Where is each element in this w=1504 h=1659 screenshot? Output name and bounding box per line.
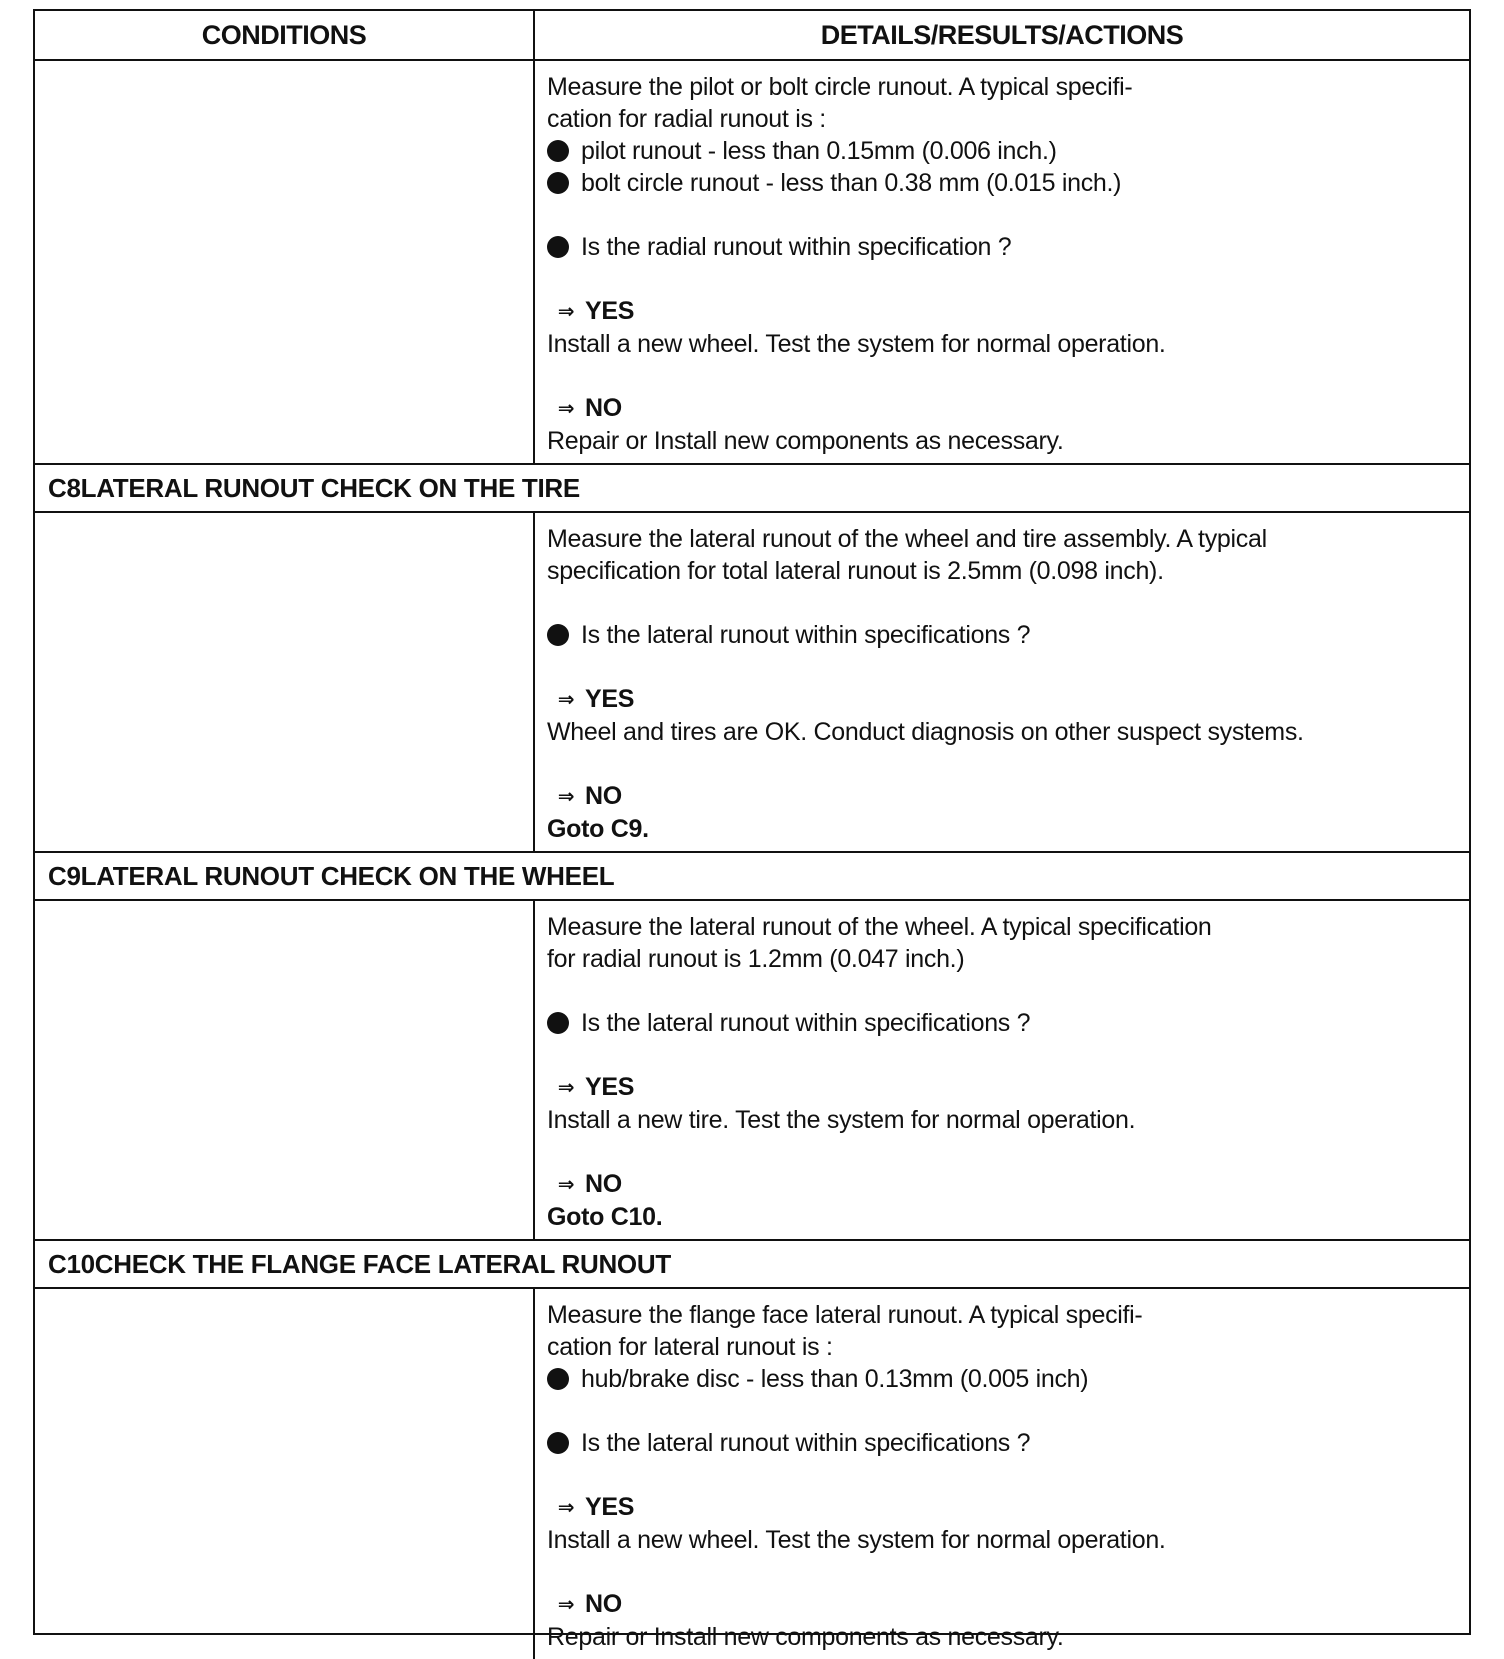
conditions-cell: [35, 901, 535, 1239]
no-answer: ⇒ NO: [547, 1168, 1457, 1201]
no-answer: ⇒ NO: [547, 392, 1457, 425]
intro-line: for radial runout is 1.2mm (0.047 inch.): [547, 945, 965, 973]
double-arrow-icon: ⇒: [557, 689, 575, 711]
question-line: Is the lateral runout within specifications ?: [547, 1427, 1457, 1459]
details-header: DETAILS/RESULTS/ACTIONS: [820, 19, 1184, 50]
spec-bullet: hub/brake disc - less than 0.13mm (0.005 inch): [547, 1363, 1457, 1395]
bullet-icon: [547, 624, 569, 646]
bullet-icon: [547, 1368, 569, 1390]
intro-line: specification for total lateral runout is 2.5mm (0.098 inch).: [547, 557, 1164, 585]
yes-action: Install a new wheel. Test the system for normal operation.: [547, 1526, 1166, 1554]
question-line: Is the radial runout within specification ?: [547, 231, 1457, 263]
conditions-header: CONDITIONS: [35, 11, 535, 59]
double-arrow-icon: ⇒: [557, 398, 575, 420]
table-row-c9: [35, 901, 1469, 1241]
details-cell: [535, 513, 1469, 851]
double-arrow-icon: ⇒: [557, 301, 575, 323]
yes-answer: ⇒ YES: [547, 295, 1457, 328]
section-title-c8: C8LATERAL RUNOUT CHECK ON THE TIRE: [35, 465, 1469, 513]
double-arrow-icon: ⇒: [557, 1174, 575, 1196]
double-arrow-icon: ⇒: [557, 786, 575, 808]
bullet-icon: [547, 140, 569, 162]
details-cell: [535, 901, 1469, 1239]
intro-line: Measure the flange face lateral runout. A typical specifi-: [547, 1301, 1143, 1329]
bullet-icon: [547, 1012, 569, 1034]
question-line: Is the lateral runout within specifications ?: [547, 1007, 1457, 1039]
yes-action: Install a new wheel. Test the system for normal operation.: [547, 330, 1166, 358]
table-header-row: [35, 11, 1469, 61]
intro-line: Measure the pilot or bolt circle runout. A typical specifi-: [547, 73, 1133, 101]
details-cell: [535, 1289, 1469, 1659]
yes-action: Install a new tire. Test the system for normal operation.: [547, 1106, 1136, 1134]
details-cell: [535, 61, 1469, 463]
table-row-c10: [35, 1289, 1469, 1659]
double-arrow-icon: ⇒: [557, 1594, 575, 1616]
yes-action: Wheel and tires are OK. Conduct diagnosis on other suspect systems.: [547, 718, 1304, 746]
yes-answer: ⇒ YES: [547, 683, 1457, 716]
diagnostic-table: [33, 9, 1471, 1651]
section-title-c9: C9LATERAL RUNOUT CHECK ON THE WHEEL: [35, 853, 1469, 901]
no-answer: ⇒ NO: [547, 780, 1457, 813]
conditions-cell: [35, 1289, 535, 1659]
intro-line: Measure the lateral runout of the wheel. A typical specification: [547, 913, 1212, 941]
bullet-icon: [547, 1432, 569, 1454]
question-line: Is the lateral runout within specifications ?: [547, 619, 1457, 651]
intro-line: cation for radial runout is :: [547, 105, 826, 133]
spec-bullet: pilot runout - less than 0.15mm (0.006 inch.): [547, 135, 1457, 167]
bullet-icon: [547, 172, 569, 194]
intro-line: Measure the lateral runout of the wheel and tire assembly. A typical: [547, 525, 1267, 553]
section-title-c10: C10CHECK THE FLANGE FACE LATERAL RUNOUT: [35, 1241, 1469, 1289]
no-action: Repair or Install new components as necessary.: [547, 427, 1064, 455]
no-action: Goto C10.: [547, 1203, 663, 1231]
double-arrow-icon: ⇒: [557, 1077, 575, 1099]
no-action: Goto C9.: [547, 815, 649, 843]
double-arrow-icon: ⇒: [557, 1497, 575, 1519]
bullet-icon: [547, 236, 569, 258]
conditions-cell: [35, 513, 535, 851]
table-row-radial-runout: [35, 61, 1469, 465]
no-answer: ⇒ NO: [547, 1588, 1457, 1621]
no-action: Repair or Install new components as necessary.: [547, 1623, 1064, 1651]
conditions-cell: [35, 61, 535, 463]
table-row-c8: [35, 513, 1469, 853]
intro-line: cation for lateral runout is :: [547, 1333, 833, 1361]
yes-answer: ⇒ YES: [547, 1071, 1457, 1104]
spec-bullet: bolt circle runout - less than 0.38 mm (0.015 inch.): [547, 167, 1457, 199]
yes-answer: ⇒ YES: [547, 1491, 1457, 1524]
